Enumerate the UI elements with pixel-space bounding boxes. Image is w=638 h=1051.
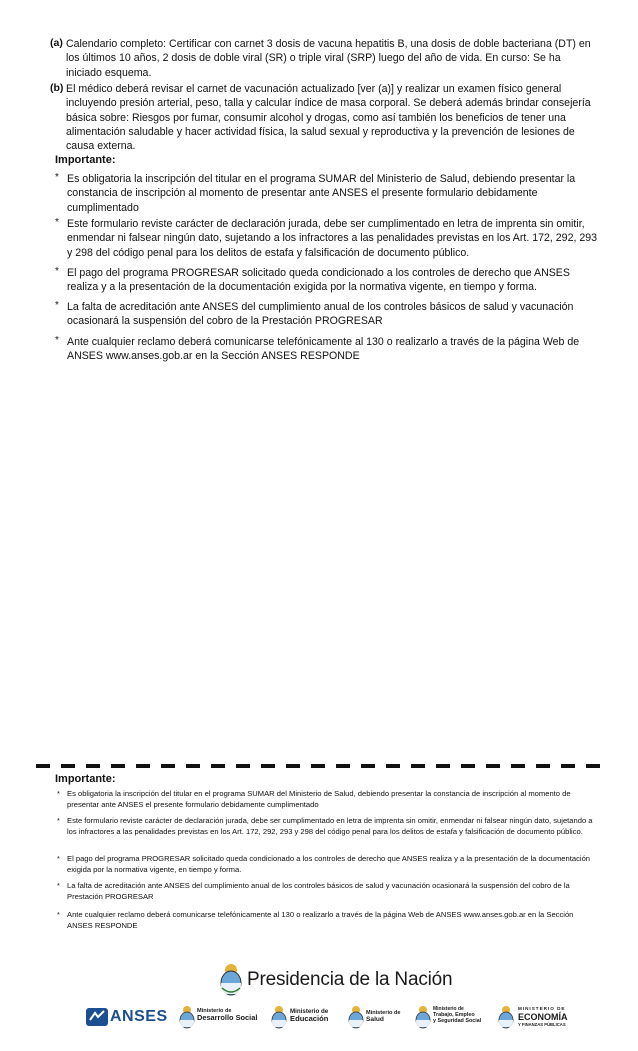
bullet-icon: * xyxy=(55,172,59,183)
ministry-line: y Seguridad Social xyxy=(433,1018,482,1025)
note-text: El médico deberá revisar el carnet de vacunación actualizado [ver (a)] y realizar un examen físico general incluyendo presión arterial, peso, talla y calcular índice de masa corporal. Se deberá además brindar consejería básica sobre: Riesgos por fumar, consumir alcohol y drogas, como así también los beneficios de tener una alimentación saludable y hacer actividad física, la salud sexual y reproductiva y la prevención de lesiones de causa externa. xyxy=(66,83,591,153)
anses-logo-icon xyxy=(86,1008,108,1026)
bullet-icon: * xyxy=(55,335,59,346)
ministry-line: Ministerio de xyxy=(197,1008,232,1014)
bullet-icon: * xyxy=(57,789,60,798)
bullet-icon: * xyxy=(55,266,59,277)
important-item-text: Ante cualquier reclamo deberá comunicarse telefónicamente al 130 o realizarlo a través de la página Web de ANSES www.anses.gob.ar en la Sección ANSES RESPONDE xyxy=(67,336,580,363)
important-item-text: El pago del programa PROGRESAR solicitado queda condicionado a los controles de derecho que ANSES realiza y a la presentación de la documentación exigida por la normativa vigente, en tiempo y forma. xyxy=(67,854,591,875)
note-text: Calendario completo: Certificar con carnet 3 dosis de vacuna hepatitis B, una dosis de doble bacteriana (DT) en los últimos 10 años, 2 dosis de doble viral (SR) o triple viral (SRP) luego del año de vida. En curso: Se ha iniciado esquema. xyxy=(66,38,591,79)
ministry-line: Y FINANZAS PÚBLICAS xyxy=(518,1021,566,1027)
ministry-shield-icon xyxy=(178,1005,196,1029)
note-marker: (b) xyxy=(50,82,64,94)
ministry-shield-icon xyxy=(270,1005,288,1029)
important-item-text: Es obligatoria la inscripción del titular en el programa SUMAR del Ministerio de Salud, debiendo presentar la constancia de inscripción al momento de presentar ante ANSES el presente formulario debidamente cumplimentado xyxy=(67,789,571,810)
ministry-shield-icon xyxy=(347,1005,365,1029)
ministry-shield-icon xyxy=(414,1005,432,1029)
bullet-icon: * xyxy=(55,217,59,228)
ministry-line: Ministerio de xyxy=(433,1006,464,1012)
important-item-text: Este formulario reviste carácter de declaración jurada, debe ser cumplimentado en letra de imprenta sin omitir, enmendar ni falsear ningún dato, sujetando a los infractores a las penalidades previstas en los Art. 172, 292, 293 y 298 del código penal para los delitos de estafa y falsificación de documento público. xyxy=(67,218,598,259)
ministry-line: MINISTERIO DE xyxy=(518,1006,566,1011)
presidencia-title: Presidencia de la Nación xyxy=(247,969,453,990)
important-item-text: Este formulario reviste carácter de declaración jurada, debe ser cumplimentado en letra de imprenta sin omitir, enmendar ni falsear ningún dato, sujetando a los infractores a las penalidades previstas en los Art. 172, 292, 293 y 298 del código penal para los delitos de estafa y falsificación de documento público. xyxy=(67,816,593,837)
ministry-economia xyxy=(518,1006,568,1027)
ministry-line: Desarrollo Social xyxy=(197,1013,258,1023)
ministry-line: Educación xyxy=(290,1014,329,1023)
ministry-line: Trabajo, Empleo xyxy=(433,1012,475,1018)
bullet-icon: * xyxy=(55,300,59,311)
ministry-line: Ministerio de xyxy=(366,1010,401,1016)
note-marker: (a) xyxy=(50,37,63,49)
bullet-icon: * xyxy=(57,910,60,919)
important-item-text: Es obligatoria la inscripción del titular en el programa SUMAR del Ministerio de Salud, debiendo presentar la constancia de inscripción al momento de presentar ante ANSES el presente formulario debidamente cumplimentado xyxy=(67,173,576,214)
important-item-text: Ante cualquier reclamo deberá comunicarse telefónicamente al 130 o realizarlo a través de la página Web de ANSES www.anses.gob.ar en la Sección ANSES RESPONDE xyxy=(67,910,574,931)
important-item-text: La falta de acreditación ante ANSES del cumplimiento anual de los controles básicos de salud y vacunación ocasionará la suspensión del cobro de la Prestación PROGRESAR xyxy=(67,881,570,902)
ministry-trabajo xyxy=(433,1006,481,1025)
ministry-desarrollo-social xyxy=(197,1008,257,1022)
bullet-icon: * xyxy=(57,854,60,863)
ministry-salud xyxy=(366,1010,401,1024)
important-item-text: El pago del programa PROGRESAR solicitado queda condicionado a los controles de derecho que ANSES realiza y a la presentación de la documentación exigida por la normativa vigente, en tiempo y forma. xyxy=(67,267,570,294)
important-heading: Importante: xyxy=(55,154,116,166)
important-item-text: La falta de acreditación ante ANSES del cumplimiento anual de los controles básicos de salud y vacunación ocasionará la suspensión del cobro de la Prestación PROGRESAR xyxy=(67,301,574,328)
bullet-icon: * xyxy=(57,881,60,890)
ministry-line: Salud xyxy=(366,1016,384,1024)
bullet-icon: * xyxy=(57,816,60,825)
ministry-line: ECONOMÍA xyxy=(518,1011,568,1022)
ministry-line: Ministerio de xyxy=(290,1008,329,1015)
ministry-educacion xyxy=(290,1008,328,1023)
national-shield-icon xyxy=(218,962,244,996)
ministry-shield-icon xyxy=(497,1005,515,1029)
cut-line xyxy=(36,764,610,768)
anses-logo-text: ANSES xyxy=(110,1008,168,1025)
important-heading-copy: Importante: xyxy=(55,773,116,785)
